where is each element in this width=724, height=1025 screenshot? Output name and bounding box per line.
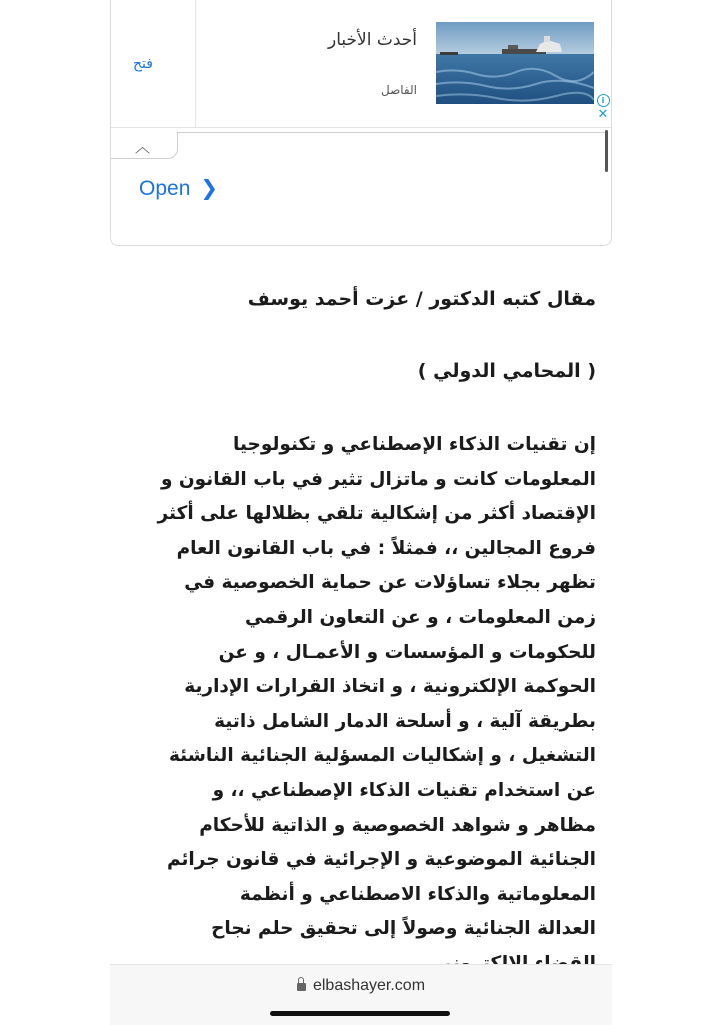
- ad-open-link-ar[interactable]: فتح: [133, 56, 153, 72]
- ad-card[interactable]: [110, 0, 612, 246]
- ad-open-label: Open: [139, 177, 191, 200]
- adchoices[interactable]: [596, 94, 610, 124]
- lock-icon: [297, 983, 306, 991]
- ship-at-sea-image[interactable]: [436, 22, 594, 104]
- article-byline: مقال كتبه الدكتور / عزت أحمد يوسف: [247, 288, 596, 310]
- info-icon[interactable]: i: [597, 94, 610, 107]
- chevron-up-icon: ︿: [135, 138, 151, 156]
- ad-source: الفاصل: [381, 83, 417, 97]
- ad-open-button[interactable]: [139, 176, 218, 201]
- ad-divider: [177, 132, 607, 133]
- home-indicator[interactable]: [270, 1011, 450, 1016]
- ad-scrollbar[interactable]: [605, 130, 608, 172]
- ad-open-column[interactable]: [111, 0, 196, 127]
- ad-banner[interactable]: [111, 0, 611, 128]
- chevron-right-icon: ❯: [200, 177, 218, 200]
- browser-address-bar[interactable]: [110, 964, 612, 1025]
- article-body: إن تقنيات الذكاء الإصطناعي و تكنولوجيا المعلومات كانت و ماتزال تثير في باب القانون و الإقتصاد أكثر من إشكالية تلقي بظلالها على أكثر فروع المجالين ،، فمثلاً : في باب القانون العام تظهر بجلاء تساؤلات عن حماية الخصوصية في زمن المعلومات ، و عن التعاون الرقمي للحكومات و المؤسسات و الأعمـال ، و عن الحوكمة الإلكترونية ، و اتخاذ القرارات الإدارية بطريقة آلية ، و أسلحة الدمار الشامل ذاتية التشغيل ، و إشكاليات المسؤلية الجنائية الناشئة عن استخدام تقنيات الذكاء الإصطناعي ،، و مظاهر و شواهد الخصوصية و الذاتية للأحكام الجنائية الموضوعية و الإجرائية في قانون جرائم المعلوماتية والذكاء الاصطناعي و أنظمة العدالة الجنائية وصولاً إلى تحقيق حلم نجاح: [157, 434, 596, 940]
- article: [116, 280, 596, 982]
- url-text: elbashayer.com: [312, 977, 426, 994]
- author-role: ( المحامي الدولي ): [417, 360, 596, 382]
- ad-title[interactable]: أحدث الأخبار: [327, 30, 417, 50]
- ad-collapse-button[interactable]: [111, 132, 178, 159]
- url-display[interactable]: [110, 977, 612, 995]
- close-icon[interactable]: ✕: [597, 107, 609, 122]
